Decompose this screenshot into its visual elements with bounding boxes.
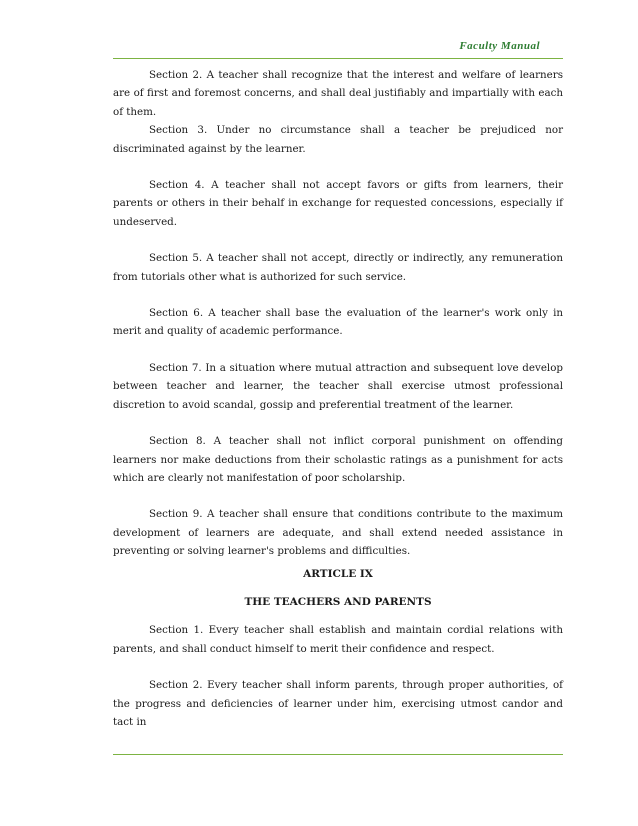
section-5-paragraph: Section 5. A teacher shall not accept, directly or indirectly, any remuneration from tutorials other what is authorized for such service. [113,252,563,283]
footer-rule [113,754,563,755]
article-section-1-paragraph: Section 1. Every teacher shall establish and maintain cordial relations with parents, and shall conduct himself to merit their confidence and respect. [113,624,563,655]
section-9-paragraph: Section 9. A teacher shall ensure that conditions contribute to the maximum development of learners are adequate, and shall extend needed assistance in preventing or solving learner's problems and difficulties. [113,508,563,558]
section-7-paragraph: Section 7. In a situation where mutual attraction and subsequent love develop between teacher and learner, the teacher shall exercise utmost professional discretion to avoid scandal, gossip and preferential treatment of the learner. [113,361,563,411]
section-3-paragraph: Section 3. Under no circumstance shall a teacher be prejudiced nor discriminated against by the learner. [113,124,563,155]
section-6-paragraph: Section 6. A teacher shall base the evaluation of the learner's work only in merit and quality of academic performance. [113,307,563,338]
article-title-heading: THE TEACHERS AND PARENTS [244,595,432,608]
header-rule [113,58,563,59]
article-number-heading: ARTICLE IX [303,567,373,580]
section-8-paragraph: Section 8. A teacher shall not inflict corporal punishment on offending learners nor make deductions from their scholastic ratings as a punishment for acts which are clearly not manifestation of poor scholarship. [113,435,563,484]
page-body [113,66,563,731]
section-4-paragraph: Section 4. A teacher shall not accept favors or gifts from learners, their parents or others in their behalf in exchange for requested concessions, especially if undeserved. [113,179,563,228]
running-header: Faculty Manual [459,40,540,52]
article-section-2-paragraph: Section 2. Every teacher shall inform parents, through proper authorities, of the progress and deficiencies of learner under him, exercising utmost candor and tact in [113,679,563,728]
section-2-paragraph: Section 2. A teacher shall recognize that the interest and welfare of learners are of first and foremost concerns, and shall deal justifiably and impartially with each of them. [113,69,563,118]
